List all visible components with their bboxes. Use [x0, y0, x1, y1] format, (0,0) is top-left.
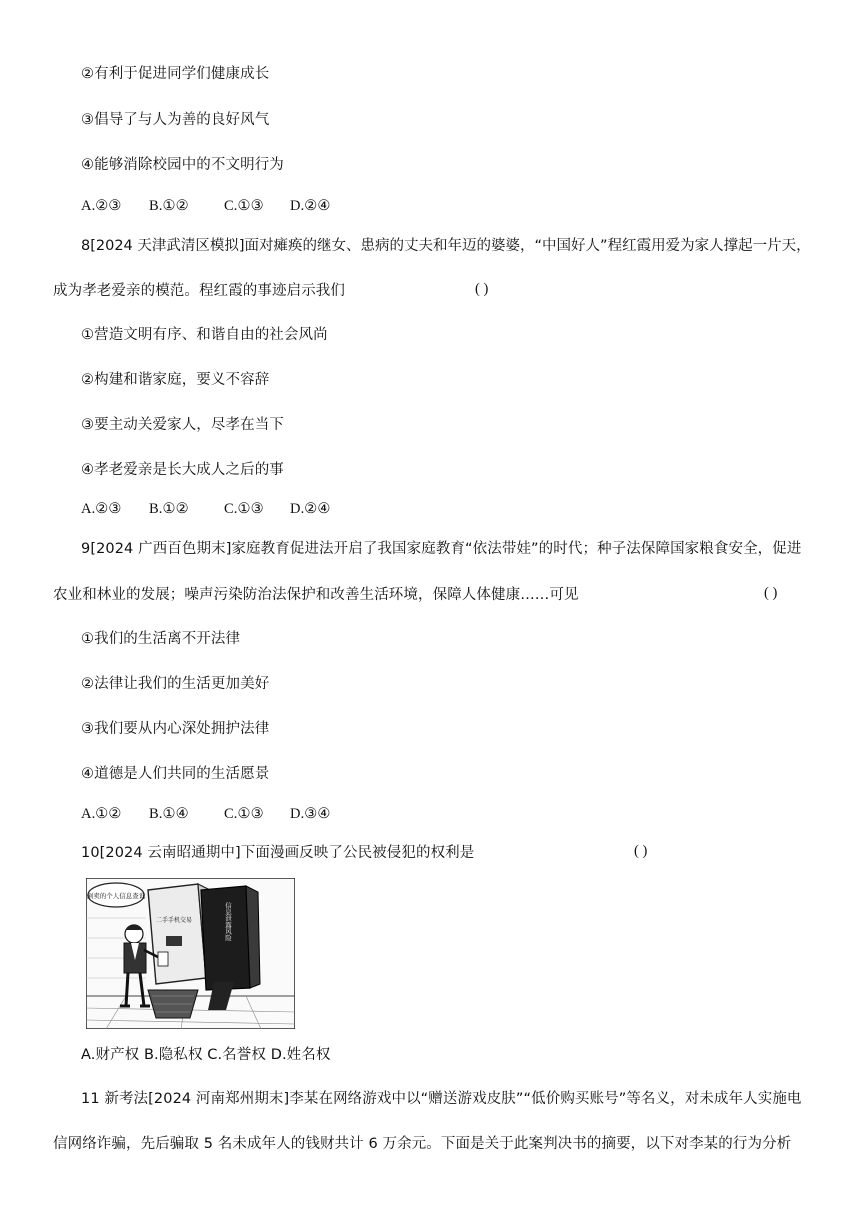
- q9-item-4: ④道德是人们共同的生活愿景: [81, 766, 270, 782]
- q8-stem-line-1: 8[2024 天津武清区模拟]面对瘫痪的继女、患病的丈夫和年迈的婆婆，“中国好人”程红霞用爱为家人撑起一片天，: [81, 238, 811, 254]
- q8-item-4: ④孝老爱亲是长大成人之后的事: [81, 462, 284, 478]
- cartoon-box-label: 二手手机交易: [155, 917, 193, 924]
- q9-answer-paren: ( ): [764, 585, 778, 601]
- q8-stem-line-2: 成为孝老爱亲的模范。程红霞的事迹启示我们: [53, 283, 345, 299]
- q9-option-b: B.①④: [149, 806, 189, 822]
- q8-option-c: C.①③: [224, 501, 264, 517]
- q9-stem-line-1: 9[2024 广西百色期末]家庭教育促进法开启了我国家庭教育“依法带娃”的时代；种子法保障国家粮食安全，促进: [81, 541, 802, 557]
- q7-options: [81, 196, 820, 216]
- q10-stem: 10[2024 云南昭通期中]下面漫画反映了公民被侵犯的权利是: [81, 845, 475, 861]
- q11-stem-line-2: 信网络诈骗，先后骗取 5 名未成年人的钱财共计 6 万余元。下面是关于此案判决书的摘要，以下对李某的行为分析: [53, 1136, 792, 1152]
- q8-answer-paren: ( ): [475, 281, 489, 297]
- q8-option-a: A.②③: [81, 501, 122, 517]
- q9-option-a: A.①②: [81, 806, 122, 822]
- q9-stem-line-2: 农业和林业的发展；噪声污染防治法保护和改善生活环境，保障人体健康……可见: [53, 587, 579, 603]
- q10-options: A.财产权 B.隐私权 C.名誉权 D.姓名权: [81, 1047, 331, 1063]
- q8-item-1: ①营造文明有序、和谐自由的社会风尚: [81, 327, 328, 343]
- q8-item-3: ③要主动关爱家人，尽孝在当下: [81, 417, 284, 433]
- q9-item-3: ③我们要从内心深处拥护法律: [81, 721, 270, 737]
- q7-item-4: ④能够消除校园中的不文明行为: [81, 157, 284, 173]
- q8-options: [81, 499, 820, 519]
- q7-item-3: ③倡导了与人为善的良好风气: [81, 112, 270, 128]
- q7-option-d: D.②④: [290, 198, 331, 214]
- q8-option-b: B.①②: [149, 501, 189, 517]
- q9-item-2: ②法律让我们的生活更加美好: [81, 676, 270, 692]
- q9-item-1: ①我们的生活离不开法律: [81, 631, 241, 647]
- q7-option-b: B.①②: [149, 198, 189, 214]
- q9-options: [81, 804, 820, 824]
- q7-item-2: ②有利于促进同学们健康成长: [81, 66, 270, 82]
- q8-item-2: ②构建和谐家庭，要义不容辞: [81, 372, 270, 388]
- cartoon-sign-text: 信息泄露风险: [224, 902, 232, 941]
- q11-stem-line-1: 11 新考法[2024 河南郑州期末]李某在网络游戏中以“赠送游戏皮肤”“低价购买账号”等名义，对未成年人实施电: [81, 1091, 802, 1107]
- q10-answer-paren: ( ): [634, 843, 648, 859]
- q8-option-d: D.②④: [290, 501, 331, 517]
- q7-option-c: C.①③: [224, 198, 264, 214]
- cartoon-bubble-text: 倒卖的个人信息查询: [86, 892, 146, 900]
- q9-option-c: C.①③: [224, 806, 264, 822]
- q9-option-d: D.③④: [290, 806, 331, 822]
- q7-option-a: A.②③: [81, 198, 122, 214]
- cartoon-image: [86, 878, 295, 1029]
